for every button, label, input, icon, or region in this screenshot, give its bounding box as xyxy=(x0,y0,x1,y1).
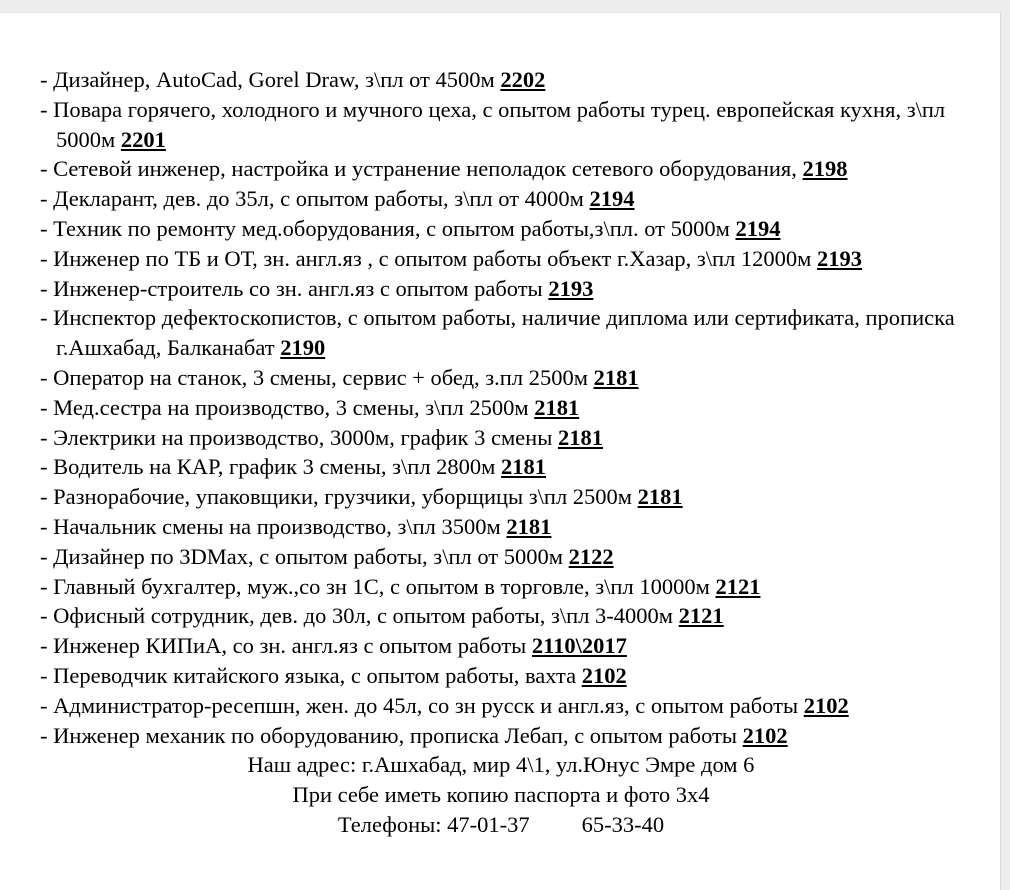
job-item: - Инженер по ТБ и ОТ, зн. англ.яз , с опытом работы объект г.Хазар, з\пл 12000м 2193 xyxy=(40,245,863,271)
job-item: - Администратор-ресепшн, жен. до 45л, со зн русск и англ.яз, с опытом работы 2102 xyxy=(40,692,849,718)
job-item: - Инженер-строитель со зн. англ.яз с опытом работы 2193 xyxy=(40,275,594,301)
job-code: 2102 xyxy=(742,722,788,748)
job-code: 2121 xyxy=(715,573,761,599)
job-code: 2194 xyxy=(735,215,781,241)
job-code: 2181 xyxy=(637,484,683,510)
documents-line: При себе иметь копию паспорта и фото 3х4 xyxy=(292,782,710,808)
job-item: - Главный бухгалтер, муж.,со зн 1С, с опытом в торговле, з\пл 10000м 2121 xyxy=(40,573,761,599)
job-item: - Сетевой инженер, настройка и устранение неполадок сетевого оборудования, 2198 xyxy=(40,156,848,182)
job-code: 2202 xyxy=(500,67,546,92)
job-code: 2122 xyxy=(568,543,614,569)
job-code: 2181 xyxy=(593,364,639,390)
job-item: - Дизайнер, AutoCad, Gorel Draw, з\пл от 4500м 2202 xyxy=(40,67,546,92)
phone-primary: Телефоны: 47-01-37 xyxy=(337,811,530,837)
job-item: - Электрики на производство, 3000м, график 3 смены 2181 xyxy=(40,424,603,450)
job-code: 2190 xyxy=(280,335,326,361)
job-code: 2193 xyxy=(817,245,863,271)
job-code: 2181 xyxy=(501,454,547,480)
job-item: - Водитель на КАР, график 3 смены, з\пл 2800м 2181 xyxy=(40,454,547,480)
job-item: - Начальник смены на производство, з\пл 3500м 2181 xyxy=(40,513,552,539)
job-code: 2194 xyxy=(589,186,635,212)
job-code: 2102 xyxy=(803,692,849,718)
phone-secondary: 65-33-40 xyxy=(581,811,665,837)
job-code: 2181 xyxy=(534,394,580,420)
job-item: - Переводчик китайского языка, с опытом работы, вахта 2102 xyxy=(40,662,627,688)
job-code: 2102 xyxy=(581,662,627,688)
job-item: - Дизайнер по 3DMax, с опытом работы, з\пл от 5000м 2122 xyxy=(40,543,614,569)
job-code: 2181 xyxy=(557,424,603,450)
job-item: - Разнорабочие, упаковщики, грузчики, уборщицы з\пл 2500м 2181 xyxy=(40,484,683,510)
job-code: 2110\2017 xyxy=(531,633,627,659)
address-line: Наш адрес: г.Ашхабад, мир 4\1, ул.Юнус Эмре дом 6 xyxy=(247,752,755,778)
document-page xyxy=(0,12,1001,890)
job-code: 2121 xyxy=(678,603,724,629)
job-code: 2198 xyxy=(802,156,848,182)
job-item: - Мед.сестра на производство, 3 смены, з\пл 2500м 2181 xyxy=(40,394,580,420)
job-item: - Декларант, дев. до 35л, с опытом работы, з\пл от 4000м 2194 xyxy=(40,186,635,212)
job-item: - Оператор на станок, 3 смены, сервис + обед, з.пл 2500м 2181 xyxy=(40,364,639,390)
job-code: 2193 xyxy=(548,275,594,301)
job-item: - Инспектор дефектоскопистов, с опытом работы, наличие диплома или сертификата, прописка г.Ашхабад, Балканабат 2190 xyxy=(40,305,955,361)
job-list xyxy=(40,65,970,840)
job-item: - Повара горячего, холодного и мучного цеха, с опытом работы турец. европейская кухня, з\пл 5000м 2201 xyxy=(40,96,946,152)
phones-line xyxy=(40,810,962,840)
job-item: - Инженер КИПиА, со зн. англ.яз с опытом работы 2110\2017 xyxy=(40,633,627,659)
job-code: 2201 xyxy=(120,126,166,152)
job-item: - Техник по ремонту мед.оборудования, с опытом работы,з\пл. от 5000м 2194 xyxy=(40,215,781,241)
job-item: - Инженер механик по оборудованию, прописка Лебап, с опытом работы 2102 xyxy=(40,722,788,748)
job-code: 2181 xyxy=(506,513,552,539)
job-item: - Офисный сотрудник, дев. до 30л, с опытом работы, з\пл 3-4000м 2121 xyxy=(40,603,724,629)
